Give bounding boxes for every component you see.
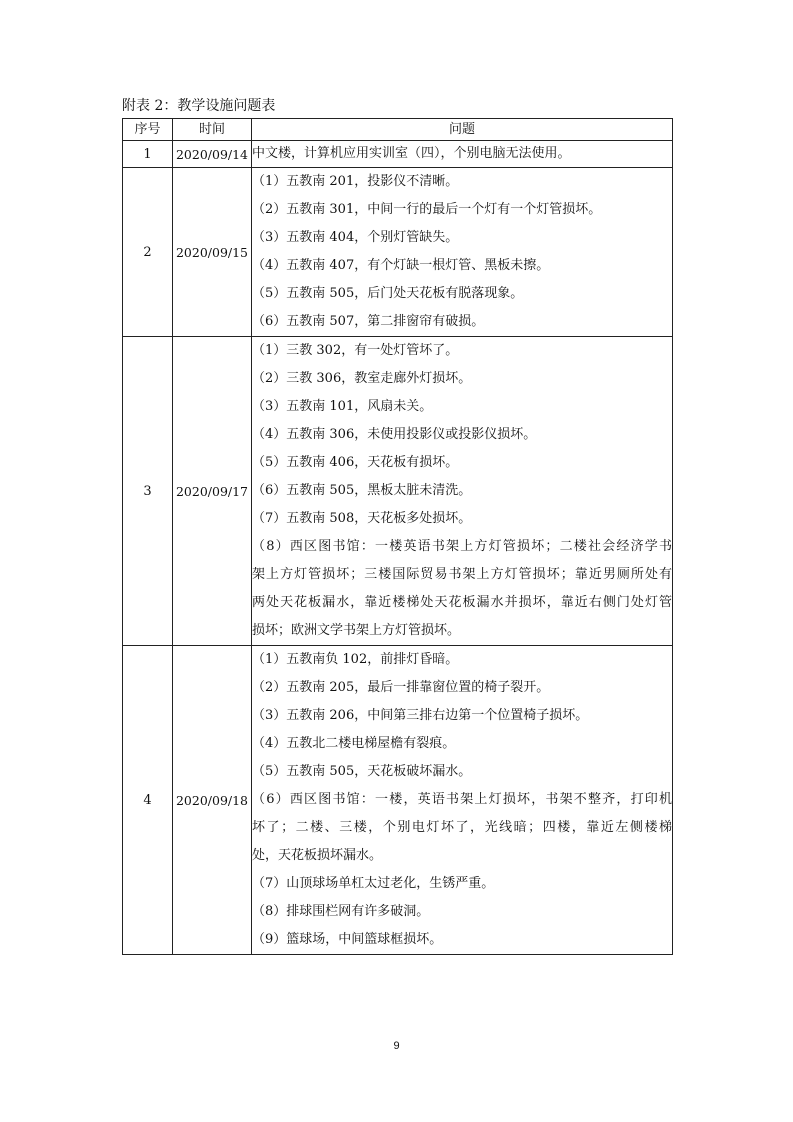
issue-line: （5）五教南 505，天花板破坏漏水。: [252, 764, 472, 779]
row-number: 4: [123, 646, 173, 955]
row-issues: [252, 141, 673, 168]
row-number: 1: [123, 141, 173, 168]
row-date: 2020/09/14: [173, 141, 252, 168]
issue-line: （9）篮球场，中间篮球框损坏。: [252, 932, 443, 947]
issue-line: （3）五教南 206，中间第三排右边第一个位置椅子损坏。: [252, 708, 589, 723]
row-date: 2020/09/15: [173, 168, 252, 337]
issue-line: 中文楼，计算机应用实训室（四），个别电脑无法使用。: [252, 146, 571, 161]
issue-line: （8）排球围栏网有许多破洞。: [252, 904, 430, 919]
row-issues: [252, 337, 673, 646]
row-date: 2020/09/18: [173, 646, 252, 955]
table-row: [123, 337, 673, 646]
issue-line: 损坏；欧洲文学书架上方灯管损坏。: [252, 623, 461, 638]
issue-line: 两处天花板漏水，靠近楼梯处天花板漏水并损坏，靠近右侧门处灯管: [252, 595, 672, 610]
issue-line: （3）五教南 101，风扇未关。: [252, 399, 433, 414]
issue-line: （8）西区图书馆：一楼英语书架上方灯管损坏；二楼社会经济学书: [252, 539, 672, 554]
issue-line: （5）五教南 406，天花板有损坏。: [252, 455, 459, 470]
header-issue: 问题: [252, 119, 673, 141]
issue-line: （6）五教南 507，第二排窗帘有破损。: [252, 314, 485, 329]
issue-line: （5）五教南 505，后门处天花板有脱落现象。: [252, 286, 524, 301]
issue-line: （6）西区图书馆：一楼，英语书架上灯损坏，书架不整齐，打印机: [252, 792, 672, 807]
issue-line: （1）三教 302，有一处灯管坏了。: [252, 343, 459, 358]
issue-line: 架上方灯管损坏；三楼国际贸易书架上方灯管损坏；靠近男厕所处有: [252, 567, 672, 582]
row-issues: [252, 168, 673, 337]
issue-line: （6）五教南 505，黑板太脏未清洗。: [252, 483, 472, 498]
row-number: 2: [123, 168, 173, 337]
issue-line: 坏了；二楼、三楼，个别电灯坏了，光线暗；四楼，靠近左侧楼梯: [252, 820, 672, 835]
issue-line: （2）五教南 205，最后一排靠窗位置的椅子裂开。: [252, 680, 550, 695]
table-caption: 附表 2：教学设施问题表: [122, 98, 276, 114]
row-issues: [252, 646, 673, 955]
row-number: 3: [123, 337, 173, 646]
issue-line: （2）五教南 301，中间一行的最后一个灯有一个灯管损坏。: [252, 202, 602, 217]
issue-line: （4）五教南 407，有个灯缺一根灯管、黑板未擦。: [252, 258, 550, 273]
row-date: 2020/09/17: [173, 337, 252, 646]
header-number: 序号: [123, 119, 173, 141]
issue-line: （7）山顶球场单杠太过老化，生锈严重。: [252, 876, 495, 891]
issue-line: （2）三教 306，教室走廊外灯损坏。: [252, 371, 472, 386]
issue-line: （1）五教南 201，投影仪不清晰。: [252, 174, 459, 189]
table-row: [123, 141, 673, 168]
issue-line: （4）五教北二楼电梯屋檐有裂痕。: [252, 736, 456, 751]
table-row: [123, 646, 673, 955]
page-number: 9: [393, 1040, 400, 1052]
issue-line: （1）五教南负 102，前排灯昏暗。: [252, 652, 459, 667]
table-header-row: [123, 119, 673, 141]
issue-line: （3）五教南 404，个别灯管缺失。: [252, 230, 459, 245]
issue-line: （7）五教南 508，天花板多处损坏。: [252, 511, 472, 526]
table-row: [123, 168, 673, 337]
facility-issues-table: [122, 118, 673, 955]
issue-line: 处，天花板损坏漏水。: [252, 848, 383, 863]
header-date: 时间: [173, 119, 252, 141]
issue-line: （4）五教南 306，未使用投影仪或投影仪损坏。: [252, 427, 537, 442]
